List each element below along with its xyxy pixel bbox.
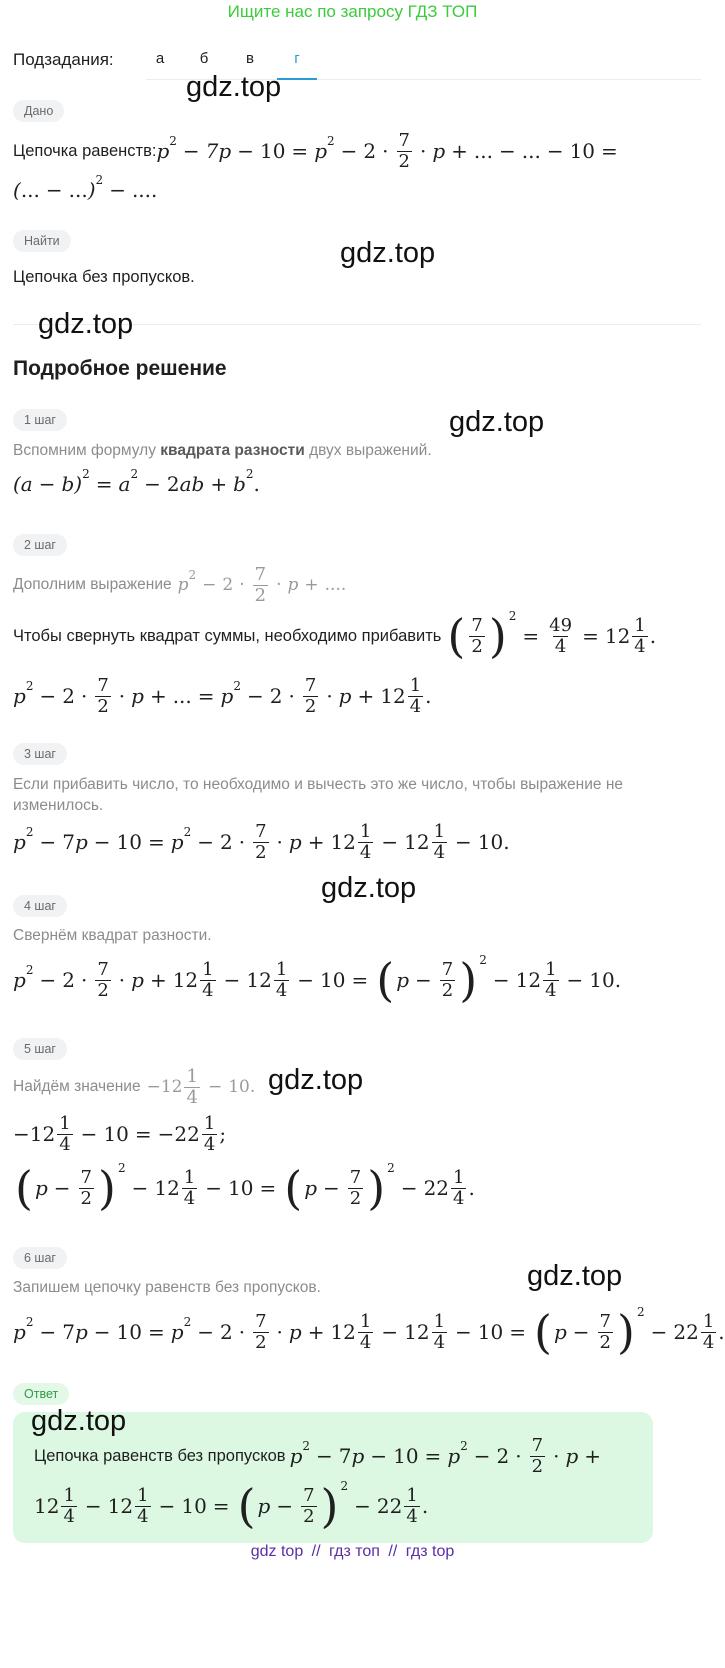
- footer-separator: //: [388, 1543, 398, 1560]
- step-3-tag: 3 шаг: [13, 743, 67, 765]
- watermark: gdz.top: [186, 71, 282, 103]
- given-tag: Дано: [13, 100, 64, 122]
- subtasks-label: Подзадания:: [13, 50, 114, 69]
- answer-lead: Цепочка равенств без пропусков: [34, 1446, 286, 1465]
- watermark: gdz.top: [321, 872, 417, 904]
- watermark: gdz.top: [31, 1405, 127, 1437]
- answer-tag: Ответ: [13, 1383, 69, 1405]
- step-5-calc: −12 $\frac{1}{4}$ − 10 = −22 $\frac{1}{4}$ ;: [13, 1112, 227, 1155]
- watermark: gdz.top: [268, 1064, 364, 1096]
- tab-g[interactable]: г: [277, 50, 317, 80]
- footer-link-gdz-top-mixed[interactable]: гдз top: [405, 1543, 455, 1560]
- step-2-formula: p 2 − 2 · $\frac{7}{2}$ · p + ... = p 2 − 2 · $\frac{7}{2}$ · p + 12 $\frac{1}{4}$ .: [13, 674, 432, 717]
- step-5-tag: 5 шаг: [13, 1038, 67, 1060]
- step-3-text: Если прибавить число, то необходимо и вычесть это же число, чтобы выражение не изменилось.: [13, 776, 623, 814]
- answer-line-2: 12 $\frac{1}{4}$ − 12 $\frac{1}{4}$ − 10 = ( p − $\frac{7}{2}$ ) 2 − 22 $\frac{1}{4}$ .: [34, 1479, 429, 1533]
- step-2-intro: Дополним выражение p 2 − 2 · $\frac{7}{2}$ · p + ....: [13, 563, 347, 606]
- tab-v[interactable]: в: [246, 50, 254, 67]
- footer-link-gdz-top-ru[interactable]: гдз топ: [329, 1543, 380, 1560]
- step-5-formula: ( p − $\frac{7}{2}$ ) 2 − 12 $\frac{1}{4}$ − 10 = ( p − $\frac{7}{2}$ ) 2 − 22 $\frac{1}{4}$ .: [15, 1161, 475, 1215]
- step-4-text: Свернём квадрат разности.: [13, 927, 212, 944]
- watermark: gdz.top: [340, 237, 436, 269]
- given-chain-line-1: [13, 128, 624, 174]
- step-4-formula: p 2 − 2 · $\frac{7}{2}$ · p + 12 $\frac{1}{4}$ − 12 $\frac{1}{4}$ − 10 = ( p − $\frac{7}{2}$ ) 2 − 12 $\frac{1}{4}$ − 10.: [13, 953, 622, 1007]
- step-6-text: Запишем цепочку равенств без пропусков.: [13, 1279, 321, 1296]
- step-2-add: Чтобы свернуть квадрат суммы, необходимо прибавить ( $\frac{7}{2}$ ) 2 = $\frac{49}{4}$ = 12 $\frac{1}{4}$ .: [13, 609, 657, 663]
- step-1-formula: (a − b) 2 = a 2 − 2 ab + b 2 .: [13, 467, 260, 496]
- watermark: gdz.top: [527, 1260, 623, 1292]
- footer-separator: //: [311, 1543, 321, 1560]
- given-formula: p 2 − 7p − 10 = p 2 − 2 · $\frac{7}{2}$ · p + ... − ... − 10 =: [156, 129, 618, 172]
- tab-b[interactable]: б: [199, 50, 209, 67]
- solution-heading: Подробное решение: [13, 357, 227, 380]
- step-6-formula: p 2 − 7 p − 10 = p 2 − 2 · $\frac{7}{2}$ · p + 12 $\frac{1}{4}$ − 12 $\frac{1}{4}$ − 10 = ( p − $\frac{7}{2}$ ) 2 − 22 $\frac{1}{4}$ .: [13, 1305, 725, 1359]
- step-5-intro: Найдём значение −12 $\frac{1}{4}$ − 10.: [13, 1065, 256, 1108]
- footer-link-gdz-top[interactable]: gdz top: [250, 1543, 304, 1560]
- answer-line-1: Цепочка равенств без пропусков p 2 − 7 p − 10 = p 2 − 2 · $\frac{7}{2}$ · p +: [34, 1434, 602, 1477]
- step-4-tag: 4 шаг: [13, 895, 67, 917]
- step-1-tag: 1 шаг: [13, 409, 67, 431]
- find-tag: Найти: [13, 230, 71, 252]
- search-banner[interactable]: Ищите нас по запросу ГДЗ ТОП: [227, 2, 478, 21]
- step-6-tag: 6 шаг: [13, 1247, 67, 1269]
- tab-a[interactable]: а: [155, 50, 165, 67]
- step-2-tag: 2 шаг: [13, 534, 67, 556]
- watermark: gdz.top: [38, 308, 134, 340]
- footer-links: [0, 1543, 705, 1561]
- given-lead: Цепочка равенств:: [13, 141, 157, 160]
- watermark: gdz.top: [449, 406, 545, 438]
- find-text: Цепочка без пропусков.: [13, 268, 195, 286]
- subtasks-bar: [13, 44, 705, 80]
- step-1-text: Вспомним формулу квадрата разности двух выражений.: [13, 442, 432, 459]
- step-3-formula: p 2 − 7 p − 10 = p 2 − 2 · $\frac{7}{2}$ · p + 12 $\frac{1}{4}$ − 12 $\frac{1}{4}$ − 10.: [13, 820, 510, 863]
- given-chain-line-2: ( ... − ... ) 2 − ....: [13, 173, 158, 202]
